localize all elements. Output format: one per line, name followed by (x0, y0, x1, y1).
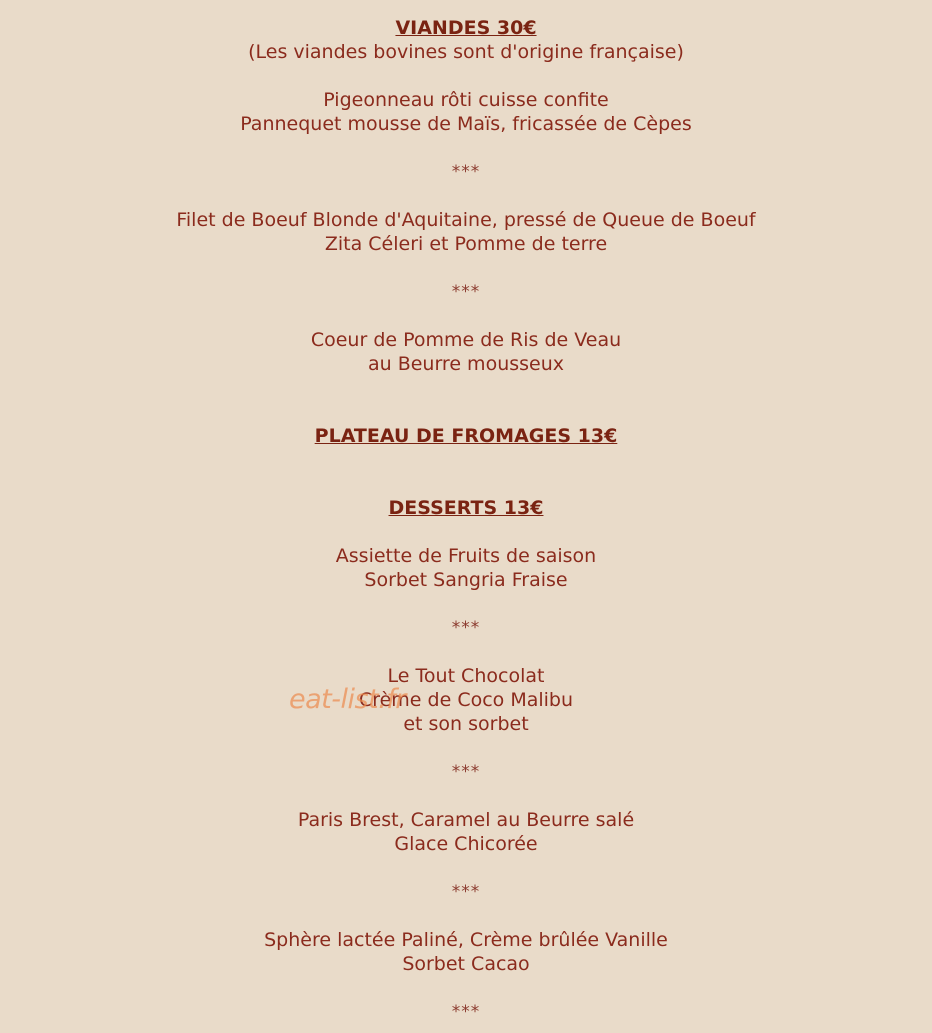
meat-dish-1-line-2: Pannequet mousse de Maïs, fricassée de Cèpes (240, 113, 692, 135)
cheese-heading: PLATEAU DE FROMAGES 13€ (314, 425, 618, 447)
desserts-heading: DESSERTS 13€ (388, 497, 544, 519)
separator: *** (451, 282, 481, 302)
dessert-2-line-2: Crème de Coco Malibu (358, 689, 574, 711)
meat-dish-3-line-2: au Beurre mousseux (367, 353, 565, 375)
meat-dish-2-line-2: Zita Céleri et Pomme de terre (324, 233, 608, 255)
dessert-4-line-2: Sorbet Cacao (402, 953, 530, 975)
separator: *** (451, 882, 481, 902)
separator: *** (451, 762, 481, 782)
dessert-3-line-2: Glace Chicorée (394, 833, 538, 855)
meats-origin-note: (Les viandes bovines sont d'origine française) (248, 41, 684, 63)
dessert-4-line-1: Sphère lactée Paliné, Crème brûlée Vanille (264, 929, 668, 951)
dessert-2-line-3: et son sorbet (403, 713, 529, 735)
separator: *** (451, 1002, 481, 1022)
meat-dish-2-line-1: Filet de Boeuf Blonde d'Aquitaine, pressé de Queue de Boeuf (176, 209, 756, 231)
watermark: eat-list.fr (289, 684, 406, 715)
dessert-2-line-1: Le Tout Chocolat (387, 665, 545, 687)
dessert-1-line-2: Sorbet Sangria Fraise (364, 569, 568, 591)
meat-dish-1-line-1: Pigeonneau rôti cuisse confite (323, 89, 609, 111)
separator: *** (451, 618, 481, 638)
separator: *** (451, 162, 481, 182)
dessert-3-line-1: Paris Brest, Caramel au Beurre salé (297, 809, 635, 831)
meats-heading: VIANDES 30€ (395, 17, 537, 39)
meat-dish-3-line-1: Coeur de Pomme de Ris de Veau (310, 329, 622, 351)
dessert-1-line-1: Assiette de Fruits de saison (335, 545, 597, 567)
